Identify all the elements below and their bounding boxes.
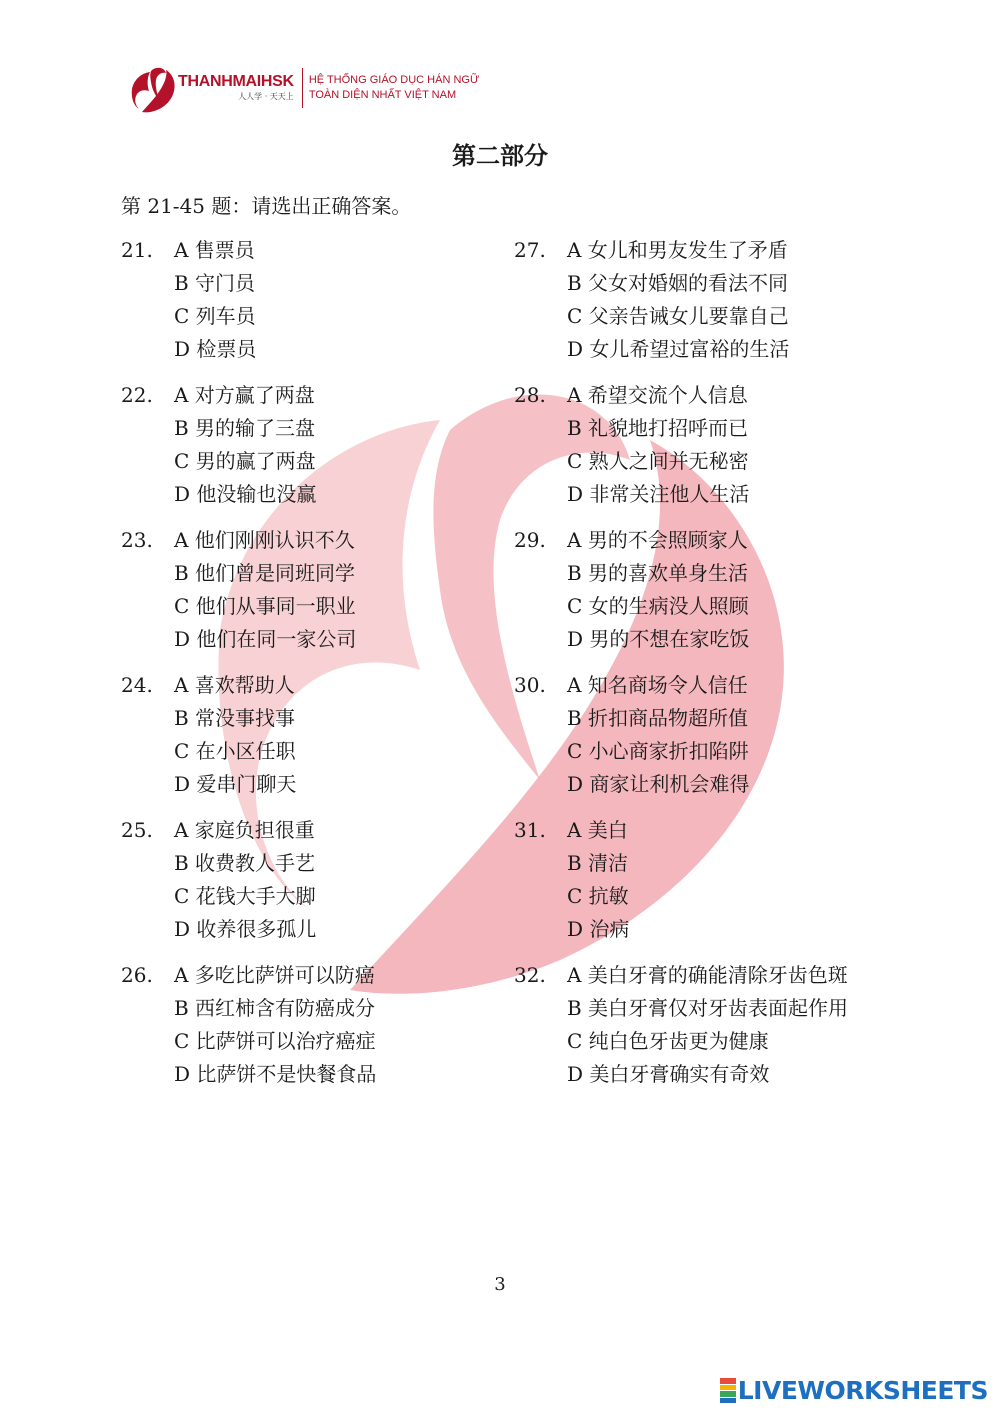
option-c[interactable]: C 男的赢了两盘 [174,449,316,473]
option-d[interactable]: D 收养很多孤儿 [174,917,317,941]
question-number: 21. [121,238,153,262]
option-list [174,959,376,1091]
option-c[interactable]: C 父亲告诫女儿要靠自己 [567,304,789,328]
option-d[interactable]: D 商家让利机会难得 [567,772,750,796]
option-d[interactable]: D 治病 [567,917,630,941]
page-number: 3 [494,1274,506,1295]
option-a[interactable]: A 喜欢帮助人 [174,673,295,697]
option-d[interactable]: D 检票员 [174,337,257,361]
option-list [174,524,356,656]
option-b[interactable]: B 清洁 [567,851,629,875]
liveworksheets-logo [720,1376,988,1405]
question-number: 29. [514,528,546,552]
tagline-line-1: HỆ THỐNG GIÁO DỤC HÁN NGỮ [308,74,480,86]
option-list [567,379,749,511]
option-b[interactable]: B 礼貌地打招呼而已 [567,416,749,440]
option-c[interactable]: C 纯白色牙齿更为健康 [567,1029,769,1053]
option-c[interactable]: C 他们从事同一职业 [174,594,356,618]
option-list [567,814,629,946]
option-a[interactable]: A 希望交流个人信息 [567,383,748,407]
question-number: 30. [514,673,546,697]
option-a[interactable]: A 美白 [567,818,628,842]
option-b[interactable]: B 男的喜欢单身生活 [567,561,749,585]
option-a[interactable]: A 他们刚刚认识不久 [174,528,355,552]
brand-block [178,73,294,103]
header [126,62,479,114]
option-d[interactable]: D 美白牙膏确实有奇效 [567,1062,770,1086]
option-d[interactable]: D 女儿希望过富裕的生活 [567,337,790,361]
option-c[interactable]: C 抗敏 [567,884,629,908]
option-a[interactable]: A 知名商场令人信任 [567,673,748,697]
question-number: 32. [514,963,546,987]
option-a[interactable]: A 对方赢了两盘 [174,383,315,407]
option-a[interactable]: A 售票员 [174,238,255,262]
question-number: 26. [121,963,153,987]
option-b[interactable]: B 他们曾是同班同学 [174,561,356,585]
question-number: 31. [514,818,546,842]
option-list [567,524,749,656]
option-d[interactable]: D 他没输也没赢 [174,482,317,506]
header-divider [302,68,303,108]
brand-logo-icon [126,63,176,113]
tagline-line-2: TOÀN DIỆN NHẤT VIỆT NAM [308,89,457,101]
question-number: 24. [121,673,153,697]
brand-slogan: 人人学 · 天天上 [238,92,294,101]
option-a[interactable]: A 美白牙膏的确能清除牙齿色斑 [567,963,848,987]
option-list [567,234,789,366]
option-list [174,234,256,366]
option-list [174,379,316,511]
option-b[interactable]: B 父女对婚姻的看法不同 [567,271,789,295]
liveworksheets-wordmark: LIVEWORKSHEETS [737,1376,988,1405]
option-list [174,669,296,801]
option-b[interactable]: B 常没事找事 [174,706,296,730]
option-b[interactable]: B 美白牙膏仅对牙齿表面起作用 [567,996,849,1020]
option-c[interactable]: C 花钱大手大脚 [174,884,316,908]
section-title: 第二部分 [452,142,548,170]
option-c[interactable]: C 列车员 [174,304,256,328]
option-list [174,814,316,946]
option-b[interactable]: B 男的输了三盘 [174,416,316,440]
option-d[interactable]: D 比萨饼不是快餐食品 [174,1062,377,1086]
option-d[interactable]: D 男的不想在家吃饭 [567,627,750,651]
instruction-text: 第 21-45 题：请选出正确答案。 [121,194,412,218]
live-badge-icon [720,1378,736,1404]
option-b[interactable]: B 守门员 [174,271,256,295]
option-a[interactable]: A 男的不会照顾家人 [567,528,748,552]
question-number: 25. [121,818,153,842]
option-c[interactable]: C 女的生病没人照顾 [567,594,749,618]
option-list [567,669,749,801]
tagline [309,73,480,103]
option-a[interactable]: A 多吃比萨饼可以防癌 [174,963,375,987]
option-d[interactable]: D 非常关注他人生活 [567,482,750,506]
option-b[interactable]: B 收费教人手艺 [174,851,316,875]
option-c[interactable]: C 在小区任职 [174,739,296,763]
option-b[interactable]: B 折扣商品物超所值 [567,706,749,730]
option-a[interactable]: A 女儿和男友发生了矛盾 [567,238,788,262]
option-d[interactable]: D 他们在同一家公司 [174,627,357,651]
option-c[interactable]: C 小心商家折扣陷阱 [567,739,749,763]
option-list [567,959,848,1091]
option-d[interactable]: D 爱串门聊天 [174,772,297,796]
question-number: 22. [121,383,153,407]
option-c[interactable]: C 熟人之间并无秘密 [567,449,749,473]
brand-name: THANHMAIHSK [178,73,294,90]
option-a[interactable]: A 家庭负担很重 [174,818,315,842]
option-c[interactable]: C 比萨饼可以治疗癌症 [174,1029,376,1053]
question-number: 27. [514,238,546,262]
question-number: 28. [514,383,546,407]
option-b[interactable]: B 西红柿含有防癌成分 [174,996,376,1020]
question-number: 23. [121,528,153,552]
